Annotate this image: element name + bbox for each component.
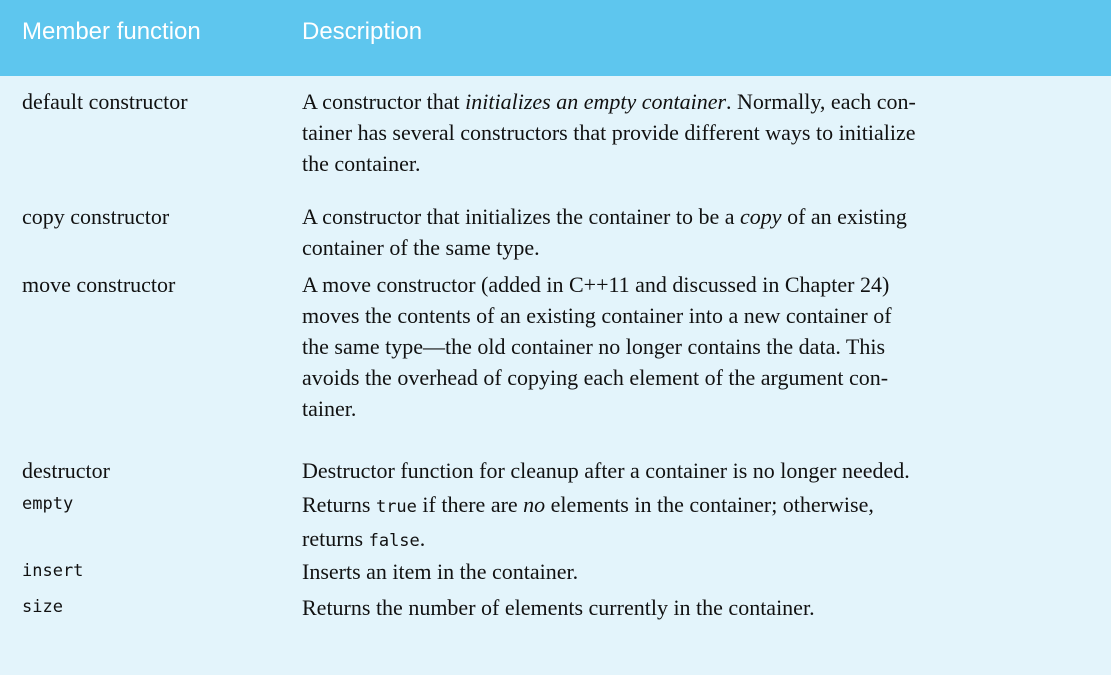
table-row xyxy=(0,201,1111,269)
table-row xyxy=(0,489,1111,556)
member-function-description: Inserts an item in the container. xyxy=(302,559,579,584)
member-function-name: default constructor xyxy=(22,89,188,114)
member-function-description: A constructor that initializes an empty container. Normally, each con- tainer has several constructors that provide different ways to initialize the container. xyxy=(302,89,916,176)
table-row xyxy=(0,455,1111,489)
member-function-name: copy constructor xyxy=(22,204,170,229)
member-function-description: A constructor that initializes the container to be a copy of an existing container of the same type. xyxy=(302,204,907,260)
member-function-name: insert xyxy=(22,561,84,581)
member-function-description: Returns the number of elements currently in the container. xyxy=(302,595,815,620)
member-function-description: A move constructor (added in C++11 and discussed in Chapter 24) moves the contents of an existing container into a new container of the same type—the old container no longer contains the data. This avoids the overhead of copying each element of the argument con- tainer. xyxy=(302,272,892,421)
table-row xyxy=(0,269,1111,455)
member-function-name: move constructor xyxy=(22,272,176,297)
member-function-name: size xyxy=(22,597,63,617)
table-row xyxy=(0,86,1111,201)
member-function-name: destructor xyxy=(22,458,110,483)
header-member-function: Member function xyxy=(22,18,201,45)
member-function-name: empty xyxy=(22,494,74,514)
table-body xyxy=(0,76,1111,632)
table-row xyxy=(0,556,1111,592)
member-function-description: Destructor function for cleanup after a container is no longer needed. xyxy=(302,458,910,483)
header-description: Description xyxy=(302,18,423,45)
member-function-description: Returns true if there are no elements in the container; otherwise, returns false. xyxy=(302,492,874,551)
table-row xyxy=(0,592,1111,632)
table-header xyxy=(0,0,1111,76)
